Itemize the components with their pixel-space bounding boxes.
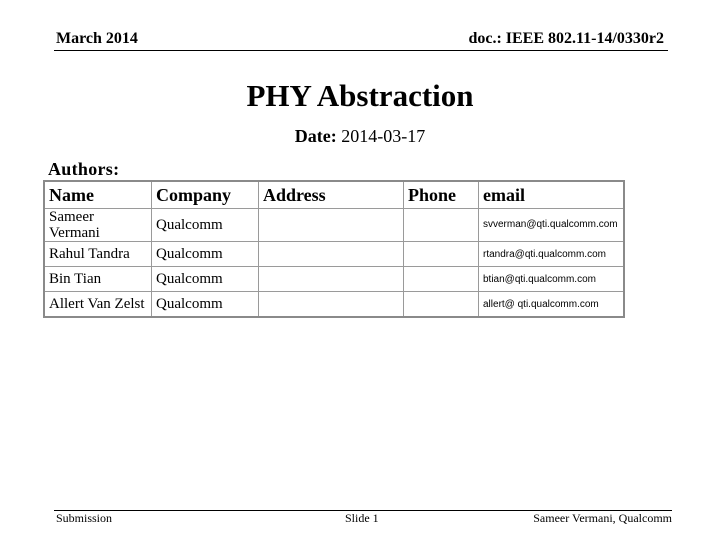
table-row: [44, 209, 624, 242]
header-name: Name: [44, 181, 152, 209]
cell-company: Qualcomm: [152, 267, 259, 292]
header-email: email: [479, 181, 625, 209]
cell-phone: [404, 242, 479, 267]
slide-title: PHY Abstraction: [246, 78, 474, 113]
cell-company: Qualcomm: [152, 242, 259, 267]
header-address: Address: [259, 181, 404, 209]
footer-slide-number: Slide 1: [345, 511, 379, 525]
cell-email: allert@ qti.qualcomm.com: [479, 292, 625, 318]
cell-email: btian@qti.qualcomm.com: [479, 267, 625, 292]
cell-name: Allert Van Zelst: [44, 292, 152, 318]
cell-company: Qualcomm: [152, 209, 259, 242]
cell-name: [44, 209, 152, 242]
date-value: 2014-03-17: [341, 126, 426, 146]
header-company: Company: [152, 181, 259, 209]
date-line: [0, 126, 720, 147]
table-row: [44, 292, 624, 318]
cell-name: Bin Tian: [44, 267, 152, 292]
cell-name: Rahul Tandra: [44, 242, 152, 267]
cell-address: [259, 242, 404, 267]
footer-submission: Submission: [56, 511, 113, 525]
header-divider: [54, 50, 668, 51]
authors-label: Authors:: [48, 159, 120, 179]
footer-author: Sameer Vermani, Qualcomm: [533, 511, 672, 525]
cell-phone: [404, 267, 479, 292]
table-row: [44, 242, 624, 267]
cell-email: rtandra@qti.qualcomm.com: [479, 242, 625, 267]
cell-phone: [404, 292, 479, 318]
header-doc-id: doc.: IEEE 802.11-14/0330r2: [468, 30, 664, 47]
cell-email: svverman@qti.qualcomm.com: [479, 209, 625, 242]
table-row: [44, 267, 624, 292]
cell-name-line1: Sameer: [49, 209, 94, 225]
header-phone: Phone: [404, 181, 479, 209]
cell-address: [259, 292, 404, 318]
cell-address: [259, 267, 404, 292]
date-label: Date:: [294, 126, 337, 146]
authors-table: [43, 180, 625, 318]
table-header-row: [44, 181, 624, 209]
cell-phone: [404, 209, 479, 242]
cell-company: Qualcomm: [152, 292, 259, 318]
cell-name-line2: Vermani: [49, 225, 100, 241]
cell-address: [259, 209, 404, 242]
header-date: March 2014: [56, 30, 138, 47]
